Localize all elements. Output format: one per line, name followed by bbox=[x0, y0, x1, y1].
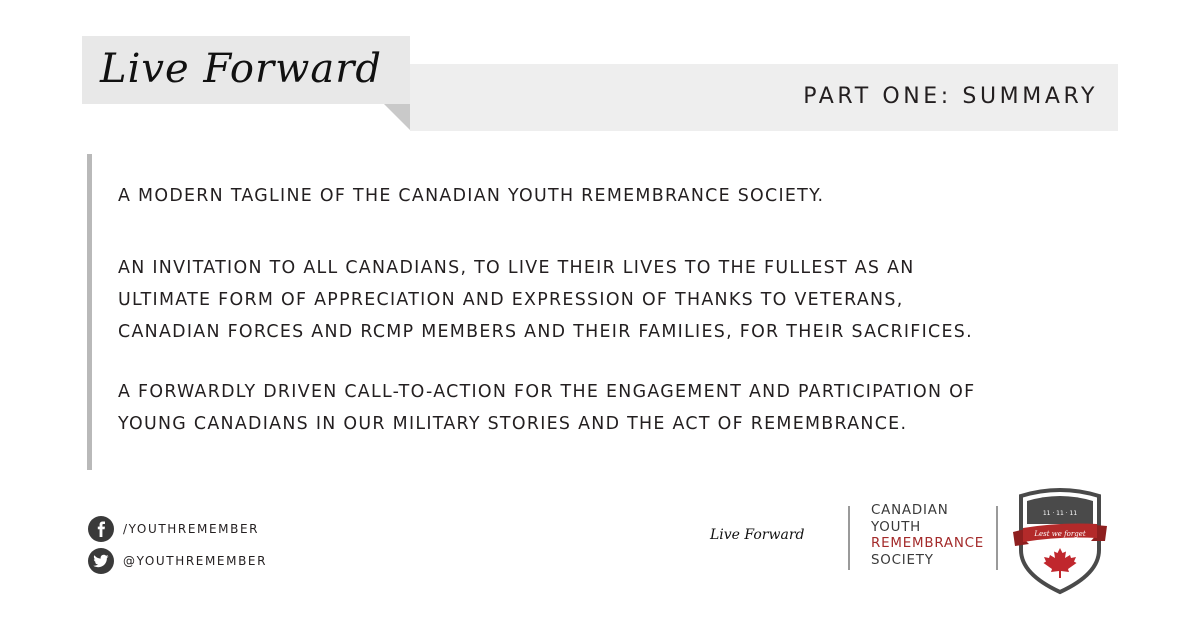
org-name-line: SOCIETY bbox=[871, 552, 934, 568]
page-title: Live Forward bbox=[100, 46, 382, 92]
quote-rule bbox=[87, 154, 92, 470]
paragraph-1 bbox=[118, 180, 1058, 212]
footer-divider bbox=[848, 506, 850, 570]
twitter-icon bbox=[88, 548, 114, 574]
org-name-line: REMEMBRANCE bbox=[871, 536, 985, 551]
crest-date: 11 · 11 · 11 bbox=[1042, 510, 1078, 517]
org-name bbox=[871, 503, 984, 569]
crest-logo bbox=[1005, 486, 1115, 596]
facebook-handle: /YOUTHREMEMBER bbox=[123, 522, 260, 536]
crest-motto: Lest we forget bbox=[1034, 530, 1086, 538]
paragraph-3 bbox=[118, 376, 1058, 440]
title-fold bbox=[384, 104, 411, 131]
footer-divider bbox=[996, 506, 998, 570]
subtitle-banner bbox=[410, 64, 1118, 131]
paragraph-line: YOUNG CANADIANS IN OUR MILITARY STORIES AND THE ACT OF REMEMBRANCE. bbox=[118, 414, 908, 434]
paragraph-line: ULTIMATE FORM OF APPRECIATION AND EXPRESSION OF THANKS TO VETERANS, bbox=[118, 290, 904, 310]
paragraph-line: A FORWARDLY DRIVEN CALL-TO-ACTION FOR THE ENGAGEMENT AND PARTICIPATION OF bbox=[118, 382, 976, 402]
paragraph-line: AN INVITATION TO ALL CANADIANS, TO LIVE THEIR LIVES TO THE FULLEST AS AN bbox=[118, 258, 915, 278]
title-box bbox=[82, 36, 410, 104]
footer-tagline: Live Forward bbox=[710, 527, 805, 543]
org-name-line: YOUTH bbox=[871, 519, 922, 535]
facebook-icon bbox=[88, 516, 114, 542]
section-subtitle: PART ONE: SUMMARY bbox=[803, 84, 1098, 109]
twitter-link[interactable] bbox=[88, 548, 267, 574]
facebook-link[interactable] bbox=[88, 516, 259, 542]
org-name-line: CANADIAN bbox=[871, 503, 949, 518]
paragraph-line: CANADIAN FORCES AND RCMP MEMBERS AND THEIR FAMILIES, FOR THEIR SACRIFICES. bbox=[118, 322, 973, 342]
paragraph-line: A MODERN TAGLINE OF THE CANADIAN YOUTH REMEMBRANCE SOCIETY. bbox=[118, 186, 825, 206]
twitter-handle: @YOUTHREMEMBER bbox=[123, 554, 268, 568]
paragraph-2 bbox=[118, 252, 1058, 348]
